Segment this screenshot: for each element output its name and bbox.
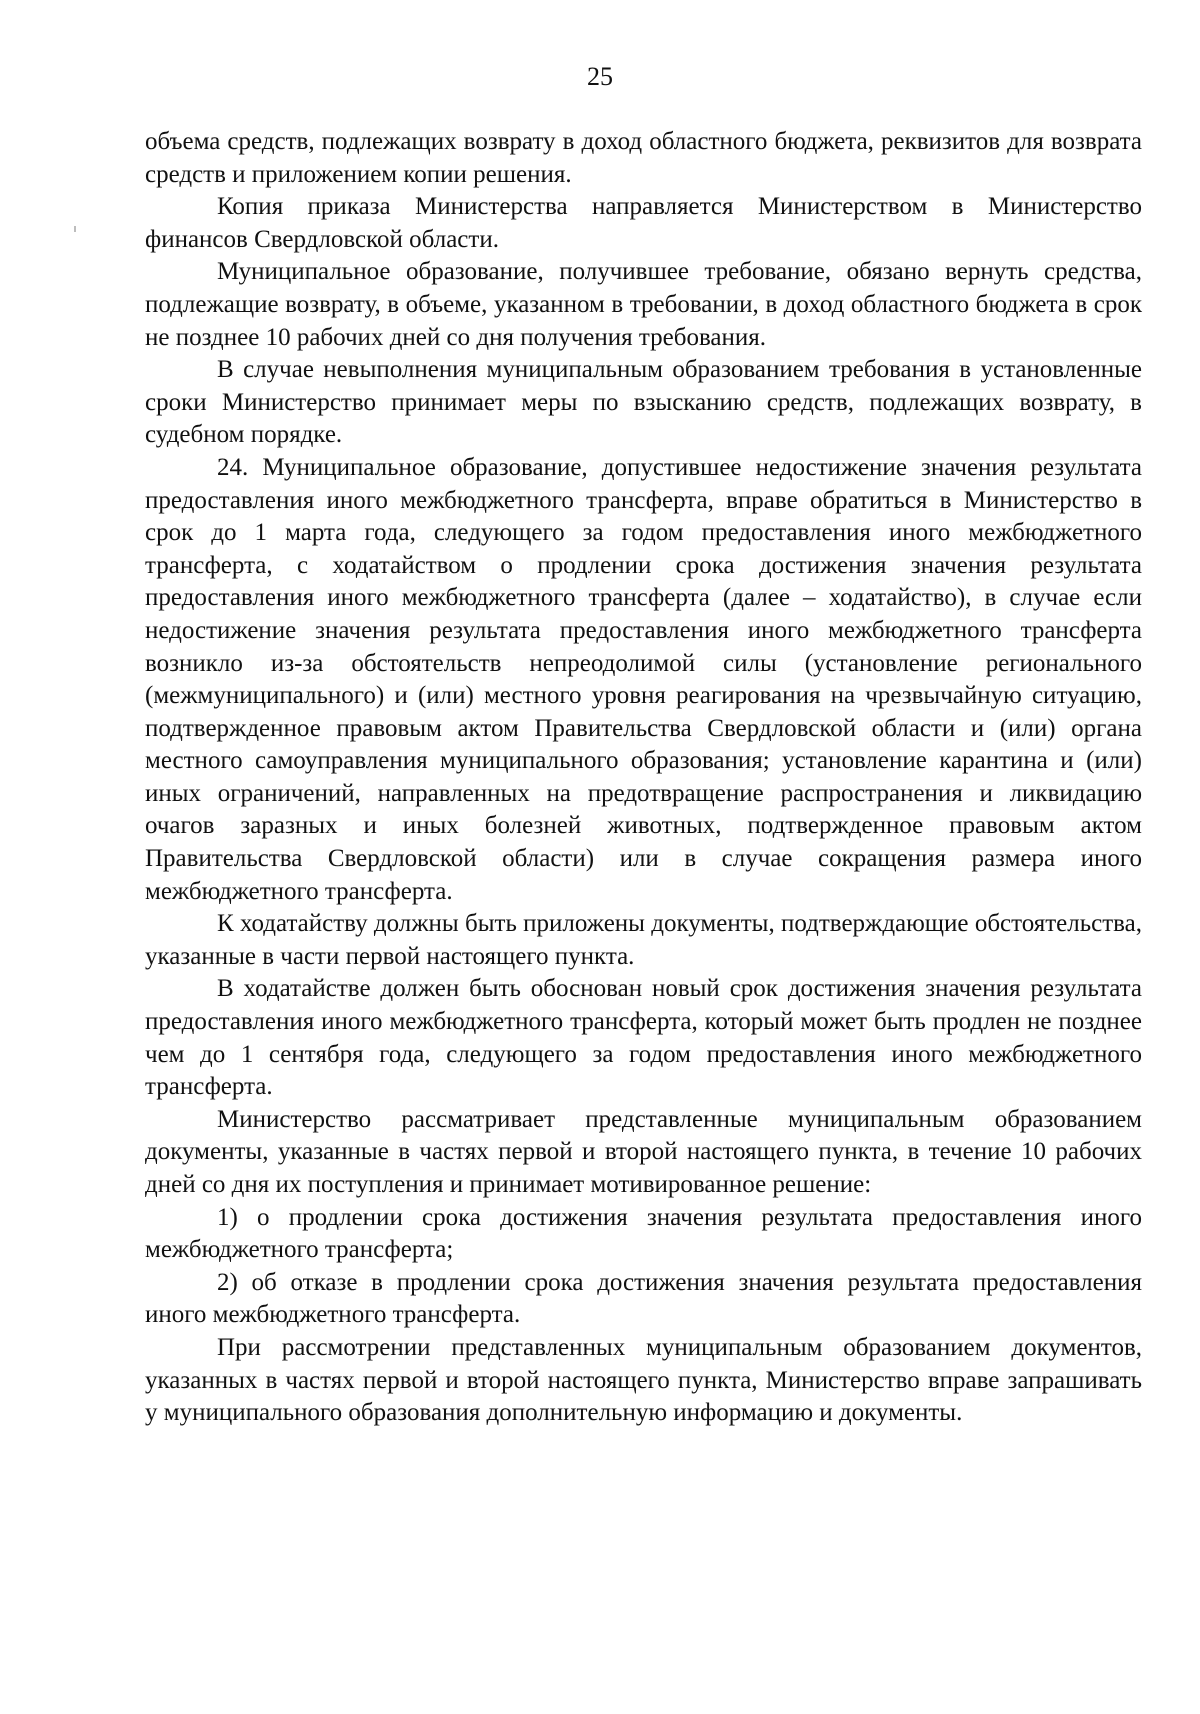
- page-number: 25: [587, 62, 613, 91]
- paragraph: В случае невыполнения муниципальным образованием требования в установленные сроки Министерство принимает меры по взысканию средств, подлежащих возврату, в судебном порядке.: [145, 356, 1142, 449]
- list-item-1: 1) о продлении срока достижения значения результата предоставления иного межбюджетного трансферта;: [145, 1203, 1142, 1264]
- paragraph: При рассмотрении представленных муниципальным образованием документов, указанных в частях первой и второй настоящего пункта, Министерство вправе запрашивать у муниципального образования дополнительную информацию и документы.: [145, 1333, 1142, 1427]
- scan-speck: [74, 226, 76, 232]
- paragraph-continuation: объема средств, подлежащих возврату в доход областного бюджета, реквизитов для возврата средств и приложением копии решения.: [145, 128, 1142, 188]
- paragraph: В ходатайстве должен быть обоснован новый срок достижения значения результата предоставления иного межбюджетного трансферта, который может быть продлен не позднее чем до 1 сентября года, следующего за годом предоставления иного межбюджетного трансферта.: [145, 975, 1142, 1101]
- paragraph-item-24: 24. Муниципальное образование, допустившее недостижение значения результата предоставления иного межбюджетного трансферта, вправе обратиться в Министерство в срок до 1 марта года, следующего за годом предоставления иного межбюджетного трансферта, с ходатайством о продлении срока достижения значения результата предоставления иного межбюджетного трансферта (далее – ходатайство), в случае если недостижение значения результата предоставления иного межбюджетного трансферта возникло из-за обстоятельств непреодолимой силы (установление регионального (межмуниципального) и (или) местного уровня реагирования на чрезвычайную ситуацию, подтвержденное правовым актом Правительства Свердловской области и (или) органа местного самоуправления муниципального образования; установление карантина и (или) иных ограничений, направленных на предотвращение распространения и ликвидацию очагов заразных и иных болезней животных, подтвержденное правовым актом Правительства Свердловской области) или в случае сокращения размера иного межбюджетного трансферта.: [145, 453, 1142, 905]
- paragraph: К ходатайству должны быть приложены документы, подтверждающие обстоятельства, указанные в части первой настоящего пункта.: [145, 910, 1142, 970]
- list-item-2: 2) об отказе в продлении срока достижения значения результата предоставления иного межбюджетного трансферта.: [145, 1268, 1142, 1329]
- paragraph: Муниципальное образование, получившее требование, обязано вернуть средства, подлежащие возврату, в объеме, указанном в требовании, в доход областного бюджета в срок не позднее 10 рабочих дней со дня получения требования.: [145, 258, 1142, 351]
- paragraph: Копия приказа Министерства направляется Министерством в Министерство финансов Свердловской области.: [145, 193, 1142, 253]
- document-body: [145, 126, 1142, 1430]
- paragraph: Министерство рассматривает представленные муниципальным образованием документы, указанные в частях первой и второй настоящего пункта, в течение 10 рабочих дней со дня их поступления и принимает мотивированное решение:: [145, 1105, 1142, 1198]
